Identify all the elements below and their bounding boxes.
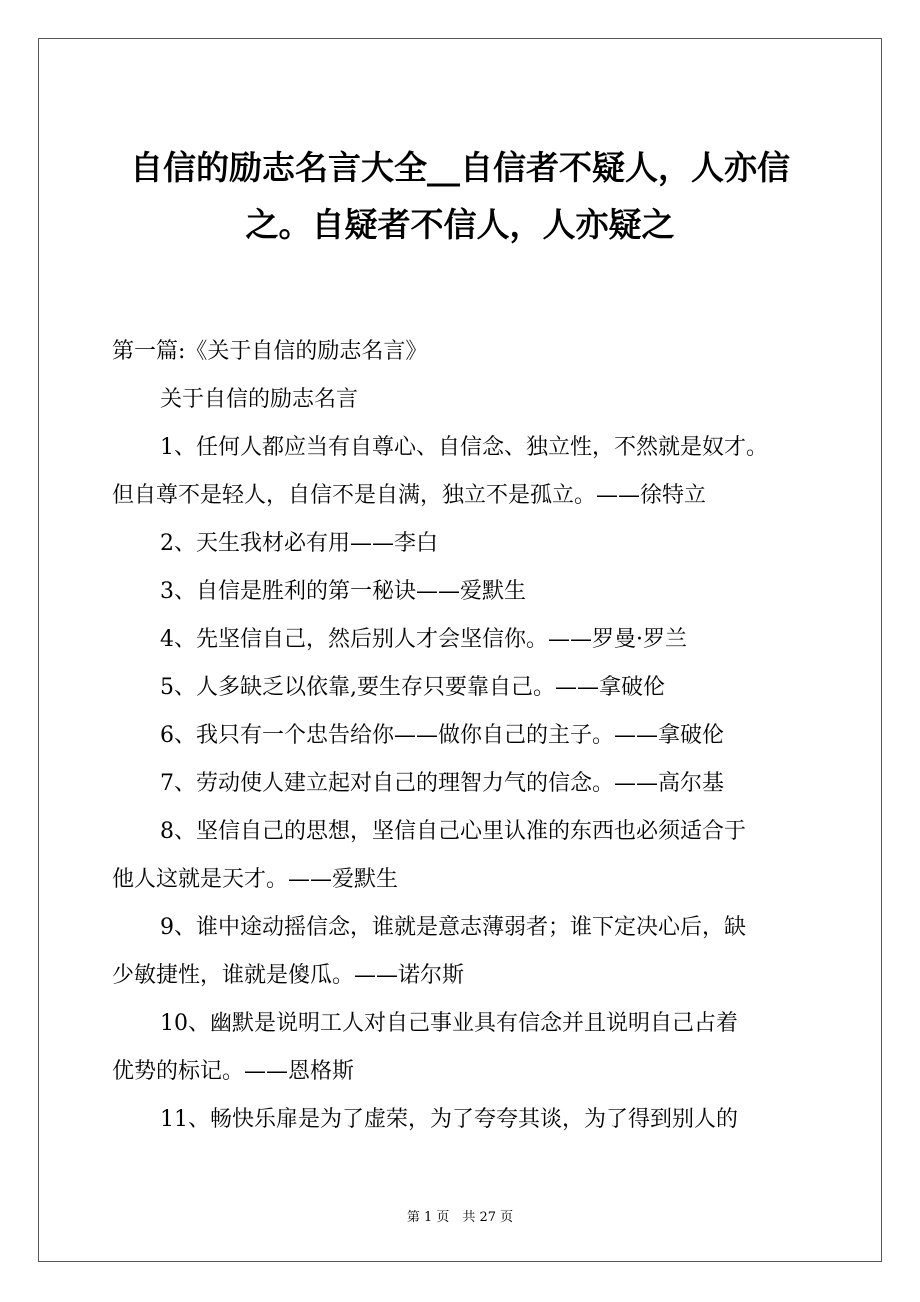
quote-line: 3、自信是胜利的第一秘诀——爱默生	[160, 579, 526, 604]
quote-line: 11、畅快乐扉是为了虚荣，为了夸夸其谈，为了得到别人的	[160, 1107, 738, 1132]
quote-line: 7、劳动使人建立起对自己的理智力气的信念。——高尔基	[160, 771, 724, 796]
document-title-line-2: 之。自疑者不信人，人亦疑之	[245, 205, 675, 244]
quote-line: 8、坚信自己的思想，坚信自己心里认准的东西也必须适合于	[160, 819, 746, 844]
section-subheading: 关于自信的励志名言	[160, 387, 359, 412]
quote-line: 2、天生我材必有用——李白	[160, 531, 438, 556]
quote-line: 1、任何人都应当有自尊心、自信念、独立性，不然就是奴才。	[160, 435, 768, 460]
quote-line: 4、先坚信自己，然后别人才会坚信你。——罗曼·罗兰	[160, 627, 687, 652]
quote-line: 9、谁中途动摇信念，谁就是意志薄弱者；谁下定决心后，缺	[160, 915, 746, 940]
quote-line: 优势的标记。——恩格斯	[112, 1059, 355, 1084]
quote-line: 他人这就是天才。——爱默生	[112, 867, 399, 892]
quote-line: 少敏捷性，谁就是傻瓜。——诺尔斯	[112, 963, 465, 988]
section-heading: 第一篇:《关于自信的励志名言》	[112, 339, 428, 364]
quote-line: 但自尊不是轻人，自信不是自满，独立不是孤立。——徐特立	[112, 483, 707, 508]
quote-line: 10、幽默是说明工人对自己事业具有信念并且说明自己占着	[160, 1011, 738, 1036]
document-title-line-1: 自信的励志名言大全__自信者不疑人，人亦信	[130, 148, 790, 187]
quote-line: 6、我只有一个忠告给你——做你自己的主子。——拿破伦	[160, 723, 724, 748]
quote-line: 5、人多缺乏以依靠,要生存只要靠自己。——拿破伦	[160, 675, 665, 700]
page-footer: 第 1 页 共 27 页	[406, 1210, 514, 1225]
